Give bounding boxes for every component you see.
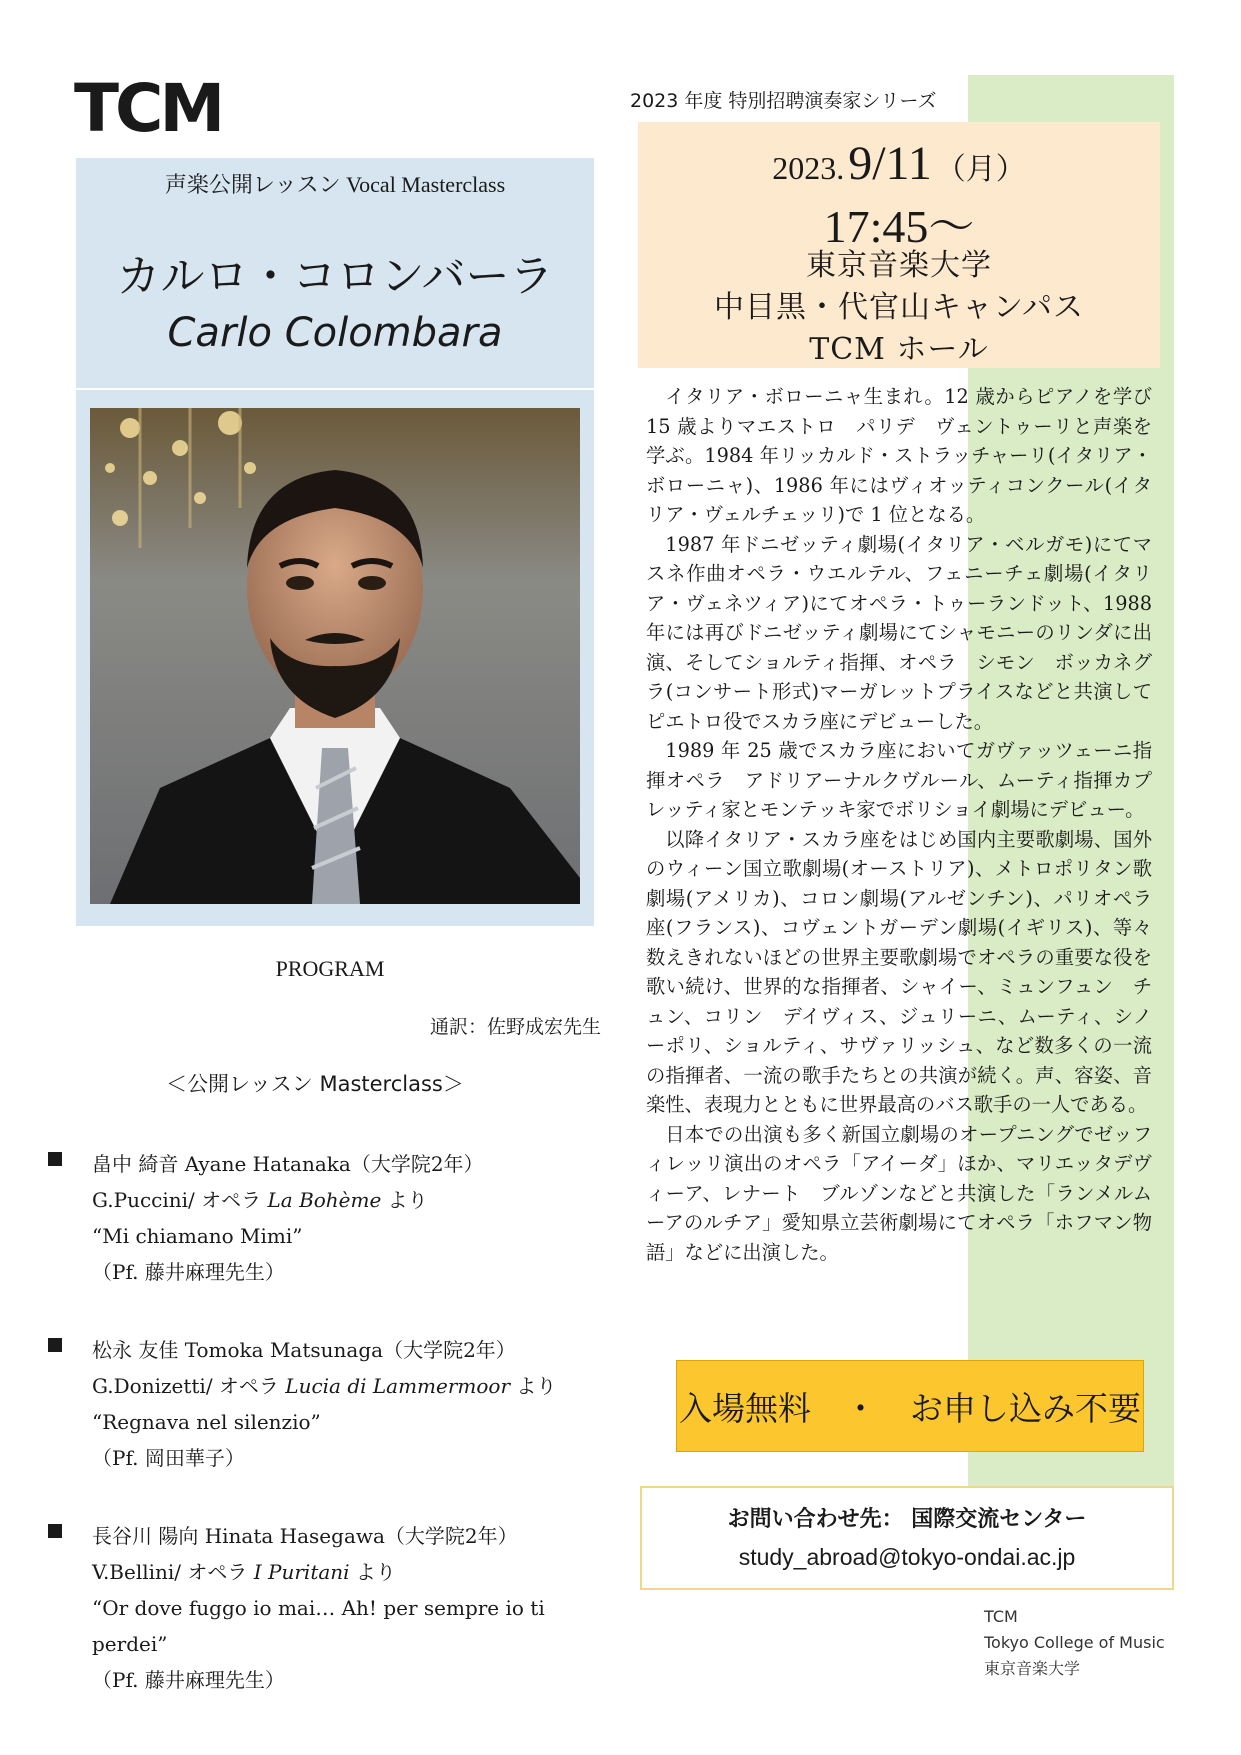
yori: より (349, 1560, 396, 1584)
event-year: 2023. (772, 150, 845, 186)
bio-paragraph: 1989 年 25 歳でスカラ座においてガヴァッツェーニ指揮オペラ アドリアーナルクヴルール、ムーティ指揮カプレッティ家とモンテッキ家でボリショイ劇場にデビュー。 (646, 739, 1152, 821)
title-box (76, 158, 594, 388)
bullet-icon (48, 1338, 62, 1352)
bio-paragraph: 日本での出演も多く新国立劇場のオープニングでゼッフィレッリ演出のオペラ「アイーダ」ほか、マリエッタデヴィーア、レナート ブルゾンなどと共演した「ランメルムーアのルチア」愛知県立芸術劇場にてオペラ「ホフマン物語」などに出演した。 (646, 1122, 1152, 1264)
bio-paragraph: 以降イタリア・スカラ座をはじめ国内主要歌劇場、国外のウィーン国立歌劇場(オーストリア)、メトロポリタン歌劇場(アメリカ)、コロン劇場(アルゼンチン)、パリオペラ座(フランス)、コヴェントガーデン劇場(イギリス)、等々数えきれないほどの世界主要歌劇場でオペラの重要な役を歌い続け、世界的な指揮者、シャイー、ミュンフュン チュン、コリン デイヴィス、ジュリーニ、ムーティ、シノーポリ、ショルティ、サヴァリッシュ、など数多くの一流の指揮者、一流の歌手たちとの共演が続く。声、容姿、音楽性、表現力とともに世界最高のバス歌手の一人である。 (646, 827, 1152, 1116)
bullet-icon (48, 1524, 62, 1538)
contact-box (640, 1486, 1174, 1590)
event-date (638, 136, 1160, 191)
yori: より (381, 1188, 428, 1212)
event-weekday: （月） (935, 153, 1026, 186)
contact-label: お問い合わせ先： 国際交流センター (727, 1507, 1087, 1532)
event-time: 17:45～ (823, 201, 975, 252)
footer-logo-japanese: 東京音楽大学 (984, 1659, 1081, 1678)
venue-line-1: 東京音楽大学 (806, 248, 992, 283)
opera-title: I Puritani (253, 1560, 350, 1584)
contact-email[interactable]: study_abroad@tokyo-ondai.ac.jp (738, 1544, 1076, 1570)
aria-title: “Or dove fuggo io mai… Ah! per sempre io ti (92, 1596, 545, 1620)
interpreter: 通訳：佐野成宏先生 (430, 1016, 602, 1038)
footer-logo (984, 1604, 1165, 1682)
artist-photo (90, 408, 580, 904)
composer: G.Donizetti/ オペラ (92, 1374, 286, 1398)
pianist: （Pf. 岡田華子） (92, 1446, 245, 1470)
venue-line-2: 中目黒・代官山キャンパス (714, 290, 1084, 325)
masterclass-label: 声楽公開レッスン Vocal Masterclass (164, 172, 506, 197)
program-entry (48, 1146, 628, 1290)
aria-title: “Mi chiamano Mimi” (92, 1224, 303, 1248)
bio-paragraph: イタリア・ボローニャ生まれ。12 歳からピアノを学び 15 歳よりマエストロ パリデ ヴェントゥーリと声楽を学ぶ。1984 年リッカルド・ストラッチャーリ(イタリア・ボローニャ)、1986 年にはヴィオッティコンクール(イタリア・ヴェルチェッリ)で 1 位となる。 (646, 385, 1152, 526)
student-name: 長谷川 陽向 Hinata Hasegawa（大学院2年） (92, 1524, 518, 1548)
date-box (638, 122, 1160, 368)
masterclass-heading: ＜公開レッスン Masterclass＞ (166, 1072, 464, 1096)
student-name: 畠中 綺音 Ayane Hatanaka（大学院2年） (92, 1152, 484, 1176)
pianist: （Pf. 藤井麻理先生） (92, 1260, 285, 1284)
tcm-logo: TCM (74, 70, 222, 147)
student-name: 松永 友佳 Tomoka Matsunaga（大学院2年） (92, 1338, 516, 1362)
artist-name-en: Carlo Colombara (167, 310, 503, 356)
venue-line-3: TCM ホール (809, 332, 989, 367)
opera-title: Lucia di Lammermoor (285, 1374, 511, 1398)
artist-biography (646, 382, 1152, 1267)
series-title: 2023 年度 特別招聘演奏家シリーズ (630, 90, 937, 112)
program-entry (48, 1518, 628, 1698)
piece (92, 1182, 628, 1218)
photo-frame (76, 390, 594, 926)
composer: V.Bellini/ オペラ (92, 1560, 254, 1584)
piece (92, 1554, 628, 1590)
yori: より (510, 1374, 557, 1398)
composer: G.Puccini/ オペラ (92, 1188, 268, 1212)
opera-title: La Bohème (267, 1188, 382, 1212)
aria-title-continued: perdei” (92, 1632, 168, 1656)
bio-paragraph: 1987 年ドニゼッティ劇場(イタリア・ベルガモ)にてマスネ作曲オペラ・ウエルテル、フェニーチェ劇場(イタリア・ヴェネツィア)にてオペラ・トゥーランドット、1988 年には再びドニゼッティ劇場にてシャモニーのリンダに出演、そしてショルティ指揮、オペラ シモン ボッカネグラ(コンサート形式)マーガレットプライスなどと共演してピエトロ役でスカラ座にデビューした。 (646, 532, 1152, 733)
footer-logo-english: Tokyo College of Music (984, 1633, 1165, 1652)
artist-name-jp: カルロ・コロンバーラ (116, 251, 554, 302)
program-entry (48, 1332, 628, 1476)
aria-title: “Regnava nel silenzio” (92, 1410, 321, 1434)
free-admission-banner: 入場無料 ・ お申し込み不要 (676, 1360, 1144, 1452)
footer-logo-tcm: TCM (984, 1607, 1018, 1626)
pianist: （Pf. 藤井麻理先生） (92, 1668, 285, 1692)
program-title: PROGRAM (275, 956, 385, 981)
event-month-day: 9/11 (848, 137, 932, 190)
piece (92, 1368, 628, 1404)
bullet-icon (48, 1152, 62, 1166)
